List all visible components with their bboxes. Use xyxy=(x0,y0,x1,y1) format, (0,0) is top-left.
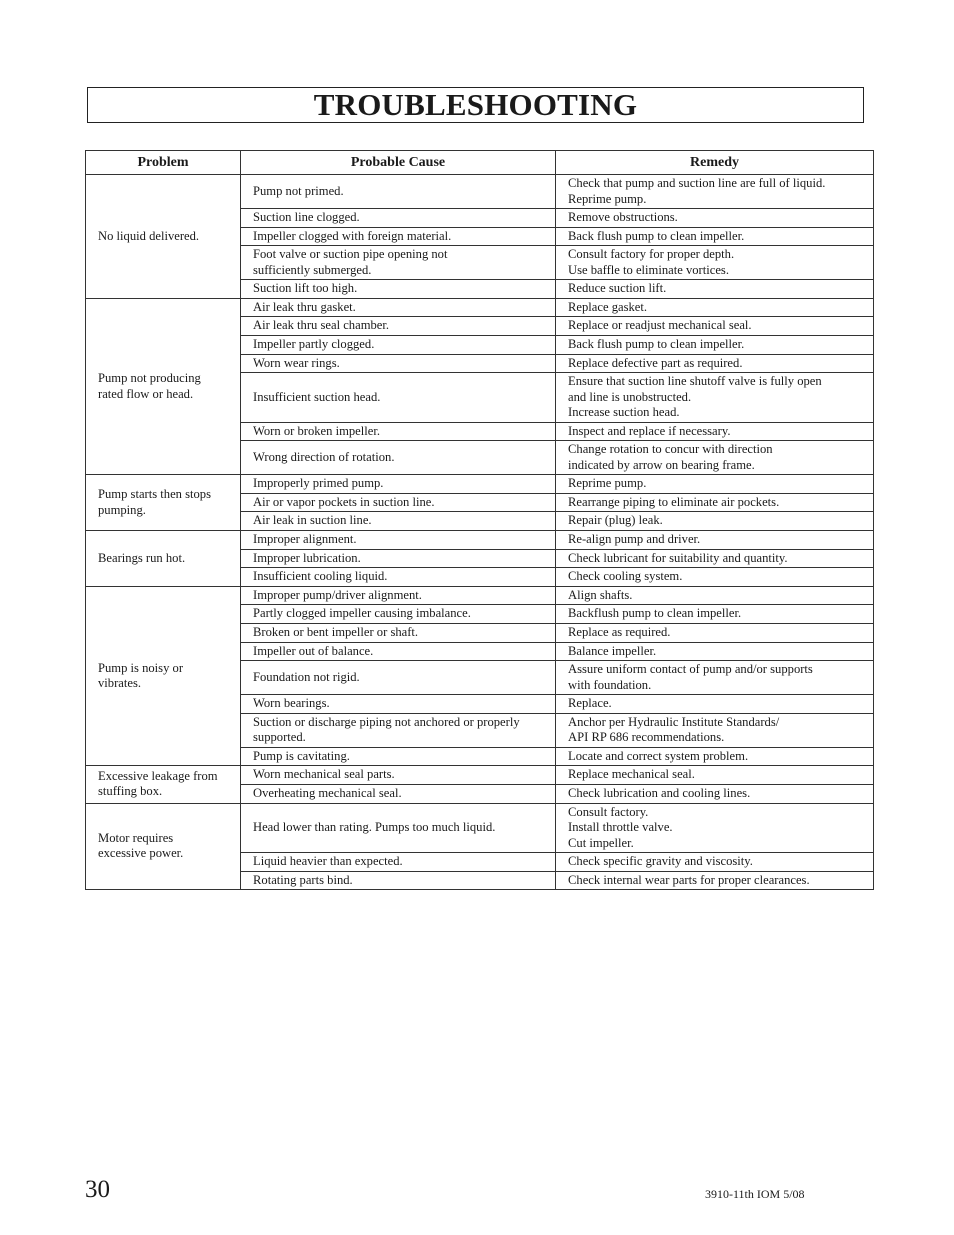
cause-cell: Air or vapor pockets in suction line. xyxy=(241,493,556,512)
table-row xyxy=(86,475,874,494)
table-row xyxy=(86,766,874,785)
remedy-cell: Replace mechanical seal. xyxy=(556,766,874,785)
cause-cell: Air leak in suction line. xyxy=(241,512,556,531)
table-body xyxy=(86,175,874,890)
cause-cell: Head lower than rating. Pumps too much liquid. xyxy=(241,803,556,853)
cause-cell: Overheating mechanical seal. xyxy=(241,784,556,803)
cause-cell: Suction lift too high. xyxy=(241,280,556,299)
remedy-cell: Consult factory. Install throttle valve. Cut impeller. xyxy=(556,803,874,853)
remedy-cell: Replace defective part as required. xyxy=(556,354,874,373)
remedy-cell: Reduce suction lift. xyxy=(556,280,874,299)
remedy-cell: Backflush pump to clean impeller. xyxy=(556,605,874,624)
remedy-cell: Back flush pump to clean impeller. xyxy=(556,335,874,354)
cause-cell: Impeller out of balance. xyxy=(241,642,556,661)
cause-cell: Broken or bent impeller or shaft. xyxy=(241,624,556,643)
page-number: 30 xyxy=(85,1176,110,1203)
problem-cell: Pump not producing rated flow or head. xyxy=(86,298,241,474)
cause-cell: Wrong direction of rotation. xyxy=(241,441,556,475)
cause-cell: Suction line clogged. xyxy=(241,209,556,228)
remedy-cell: Repair (plug) leak. xyxy=(556,512,874,531)
header-problem: Problem xyxy=(86,151,241,175)
remedy-cell: Back flush pump to clean impeller. xyxy=(556,227,874,246)
cause-cell: Foot valve or suction pipe opening not sufficiently submerged. xyxy=(241,246,556,280)
remedy-cell: Check internal wear parts for proper clearances. xyxy=(556,871,874,890)
remedy-cell: Align shafts. xyxy=(556,586,874,605)
cause-cell: Rotating parts bind. xyxy=(241,871,556,890)
cause-cell: Improperly primed pump. xyxy=(241,475,556,494)
cause-cell: Pump is cavitating. xyxy=(241,747,556,766)
header-remedy: Remedy xyxy=(556,151,874,175)
table-row xyxy=(86,175,874,209)
cause-cell: Improper alignment. xyxy=(241,531,556,550)
cause-cell: Insufficient suction head. xyxy=(241,373,556,423)
remedy-cell: Re-align pump and driver. xyxy=(556,531,874,550)
remedy-cell: Anchor per Hydraulic Institute Standards/ API RP 686 recommendations. xyxy=(556,713,874,747)
remedy-cell: Rearrange piping to eliminate air pockets. xyxy=(556,493,874,512)
remedy-cell: Replace as required. xyxy=(556,624,874,643)
cause-cell: Impeller partly clogged. xyxy=(241,335,556,354)
cause-cell: Air leak thru seal chamber. xyxy=(241,317,556,336)
remedy-cell: Assure uniform contact of pump and/or supports with foundation. xyxy=(556,661,874,695)
cause-cell: Liquid heavier than expected. xyxy=(241,853,556,872)
document-code: 3910-11th IOM 5/08 xyxy=(705,1187,805,1201)
remedy-cell: Replace or readjust mechanical seal. xyxy=(556,317,874,336)
remedy-cell: Check lubricant for suitability and quantity. xyxy=(556,549,874,568)
problem-cell: No liquid delivered. xyxy=(86,175,241,299)
remedy-cell: Inspect and replace if necessary. xyxy=(556,422,874,441)
problem-cell: Excessive leakage from stuffing box. xyxy=(86,766,241,803)
cause-cell: Partly clogged impeller causing imbalance. xyxy=(241,605,556,624)
remedy-cell: Remove obstructions. xyxy=(556,209,874,228)
title-box xyxy=(87,87,864,123)
table-row xyxy=(86,298,874,317)
page-title: TROUBLESHOOTING xyxy=(313,87,638,122)
remedy-cell: Change rotation to concur with direction indicated by arrow on bearing frame. xyxy=(556,441,874,475)
remedy-cell: Check cooling system. xyxy=(556,568,874,587)
problem-cell: Pump starts then stops pumping. xyxy=(86,475,241,531)
problem-cell: Pump is noisy or vibrates. xyxy=(86,586,241,766)
cause-cell: Pump not primed. xyxy=(241,175,556,209)
remedy-cell: Consult factory for proper depth. Use baffle to eliminate vortices. xyxy=(556,246,874,280)
header-cause: Probable Cause xyxy=(241,151,556,175)
cause-cell: Worn bearings. xyxy=(241,695,556,714)
remedy-cell: Replace gasket. xyxy=(556,298,874,317)
cause-cell: Worn wear rings. xyxy=(241,354,556,373)
cause-cell: Worn or broken impeller. xyxy=(241,422,556,441)
remedy-cell: Check specific gravity and viscosity. xyxy=(556,853,874,872)
remedy-cell: Check lubrication and cooling lines. xyxy=(556,784,874,803)
cause-cell: Foundation not rigid. xyxy=(241,661,556,695)
troubleshooting-table xyxy=(85,150,874,890)
remedy-cell: Check that pump and suction line are full of liquid. Reprime pump. xyxy=(556,175,874,209)
cause-cell: Insufficient cooling liquid. xyxy=(241,568,556,587)
table-row xyxy=(86,586,874,605)
cause-cell: Air leak thru gasket. xyxy=(241,298,556,317)
table-row xyxy=(86,531,874,550)
problem-cell: Motor requires excessive power. xyxy=(86,803,241,890)
cause-cell: Improper lubrication. xyxy=(241,549,556,568)
remedy-cell: Locate and correct system problem. xyxy=(556,747,874,766)
remedy-cell: Ensure that suction line shutoff valve is fully open and line is unobstructed. Increase suction head. xyxy=(556,373,874,423)
cause-cell: Improper pump/driver alignment. xyxy=(241,586,556,605)
remedy-cell: Replace. xyxy=(556,695,874,714)
problem-cell: Bearings run hot. xyxy=(86,531,241,587)
header-row xyxy=(86,151,874,175)
remedy-cell: Balance impeller. xyxy=(556,642,874,661)
remedy-cell: Reprime pump. xyxy=(556,475,874,494)
cause-cell: Worn mechanical seal parts. xyxy=(241,766,556,785)
cause-cell: Suction or discharge piping not anchored or properly supported. xyxy=(241,713,556,747)
table-row xyxy=(86,803,874,853)
cause-cell: Impeller clogged with foreign material. xyxy=(241,227,556,246)
